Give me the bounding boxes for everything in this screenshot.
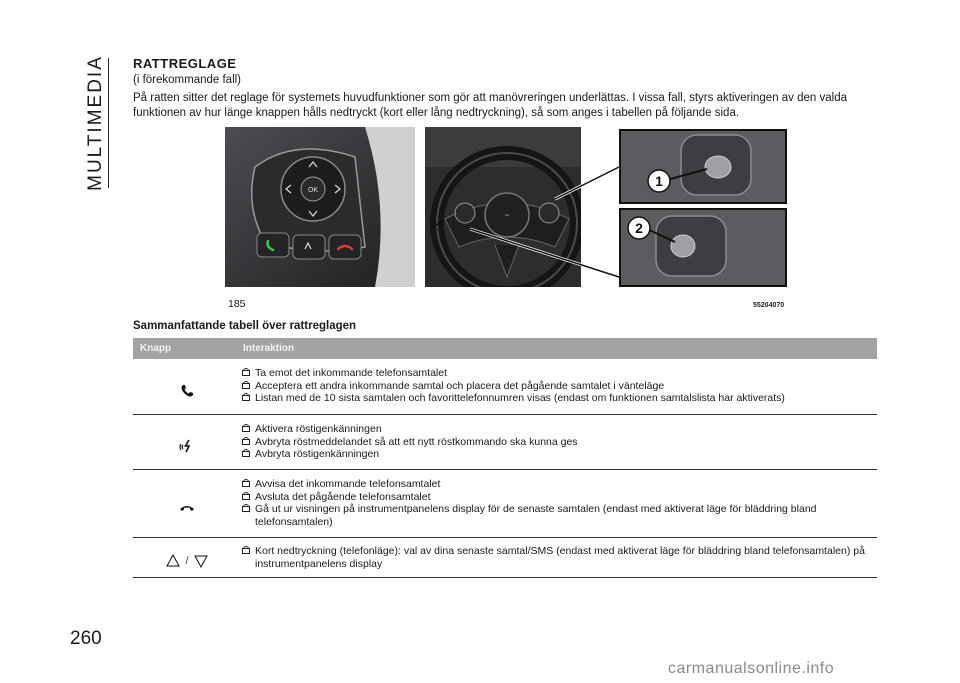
list-item: Avbryta röstmeddelandet så att ett nytt röstkommando ska kunna ges: [241, 436, 877, 449]
list-item: Listan med de 10 sista samtalen och favorittelefonnumren visas (endast om funktionen samtalslista har aktiverats): [241, 392, 877, 405]
ok-button-label: OK: [307, 187, 319, 194]
photo-controls-closeup: [225, 127, 415, 287]
list-item: Avbryta röstigenkänningen: [241, 448, 877, 461]
table-title: Sammanfattande tabell över rattreglagen: [133, 320, 357, 332]
section-tab-divider: [108, 58, 109, 188]
callout-2-label: 2: [635, 220, 643, 236]
section-body: På ratten sitter det reglage för systemets huvudfunktioner som gör att manövreringen underlättas. I vissa fall, styrs aktiveringen av den valda funktionen av hur länge knappen hålls nedtryckt (kort eller lång nedtryckning), så som anges i tabellen på följande sida.: [133, 92, 847, 119]
photo-rear-control-1: [619, 129, 787, 204]
hang-up-icon: [179, 503, 195, 513]
table-row: [133, 470, 877, 538]
list-item: Kort nedtryckning (telefonläge): val av dina senaste samtal/SMS (endast med aktiverat läge för bläddring bland telefonsamtalen) på instrumentpanelens display: [241, 545, 877, 570]
controls-table: [133, 338, 877, 578]
section-title: RATTREGLAGE: [133, 56, 237, 71]
list-item: Avvisa det inkommande telefonsamtalet: [241, 478, 877, 491]
section-subtitle: (i förekommande fall): [133, 74, 242, 86]
list-item: Aktivera röstigenkänningen: [241, 423, 877, 436]
list-item: Avsluta det pågående telefonsamtalet: [241, 491, 877, 504]
table-row: [133, 415, 877, 470]
watermark: carmanualsonline.info: [668, 660, 835, 677]
up-arrow-icon: [166, 554, 180, 568]
section-tab: [82, 55, 110, 191]
intro-section: [133, 56, 878, 121]
table-row: [133, 538, 877, 578]
page-number: 260: [70, 628, 102, 649]
list-item: Gå ut ur visningen på instrumentpanelens display för de senaste samtalen (endast med aktiverat läge för bläddring bland telefonsamtalen): [241, 503, 877, 528]
callout-1-label: 1: [655, 173, 663, 189]
header-knapp: Knapp: [140, 343, 172, 354]
photo-rear-control-2: [619, 208, 787, 287]
figure-number: 185: [228, 298, 246, 310]
header-interaktion: Interaktion: [243, 343, 295, 354]
list-item: Acceptera ett andra inkommande samtal och placera det pågående samtalet i vänteläge: [241, 380, 877, 393]
table-row: [133, 359, 877, 415]
voice-icon: [179, 438, 195, 454]
down-arrow-icon: [194, 554, 208, 568]
svg-text:~: ~: [504, 211, 510, 220]
arrow-separator: /: [185, 555, 189, 567]
list-item: Ta emot det inkommande telefonsamtalet: [241, 367, 877, 380]
table-header: [133, 338, 877, 359]
figure-photos: [225, 127, 787, 287]
figure-code: 55204070: [753, 302, 785, 309]
section-tab-label: MULTIMEDIA: [85, 55, 107, 191]
photo-steering-wheel: [425, 127, 581, 287]
phone-icon: [180, 384, 194, 398]
